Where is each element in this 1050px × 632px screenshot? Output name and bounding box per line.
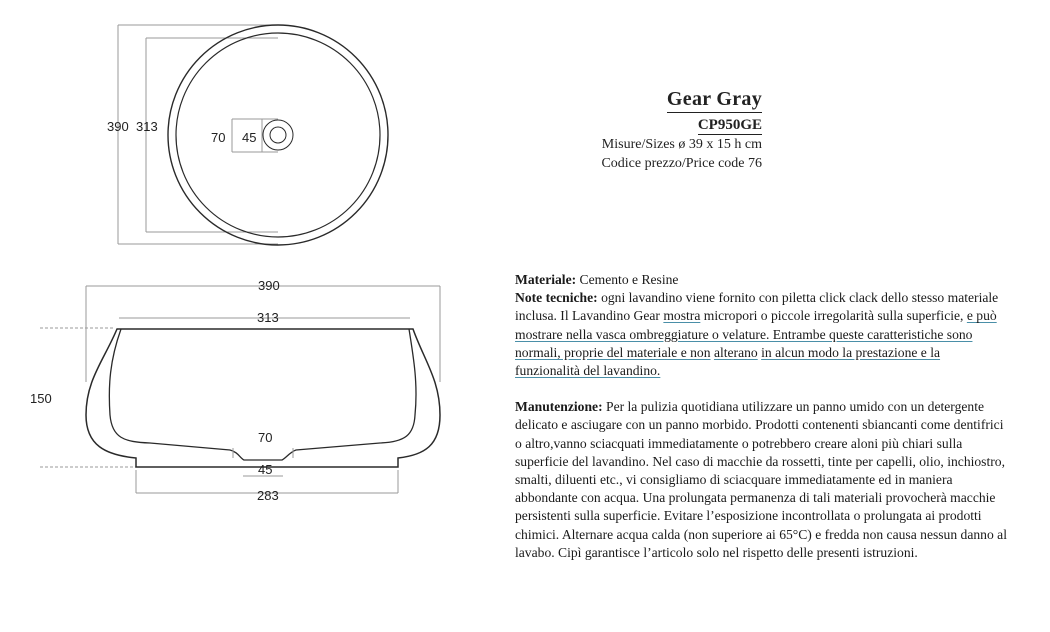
notes-underlined-4: in alcun modo la prestazione e la funzionalità del lavandino. [515, 344, 941, 379]
material-label: Materiale: [515, 272, 577, 287]
product-sizes: Misure/Sizes ø 39 x 15 h cm [601, 137, 762, 152]
inner-rim-circle [176, 33, 380, 237]
product-code: CP950GE [697, 117, 762, 133]
outer-rim-circle [168, 25, 388, 245]
product-header [601, 88, 762, 173]
dim-top-width: 390 [258, 278, 280, 293]
notes-underlined-3: alterano [713, 344, 758, 360]
product-name: Gear Gray [667, 88, 762, 113]
notes-underlined-1: mostra [663, 308, 701, 324]
dim-drain-recess: 70 [258, 430, 273, 445]
top-view [107, 25, 388, 245]
maintenance-text: Per la pulizia quotidiana utilizzare un panno umido con un detergente delicato e asciugare con un panno morbido. Prodotti contenenti sbiancanti come dentifrici o altro,vanno sciacquati immediatamente o potrebbero creare aloni più chiari sulla superficie del lavandino. Nel caso di macchie da rossetti, tinte per capelli, olio, inchiostro, smalti, diluenti etc., vi consigliamo di sciacquare immediatamente ed in maniera abbondante con acqua. Una prolungata permanenza di tali materiali provocherà macchie persistenti sulla superficie. Evitare l’esposizione incontrollata o prolungata ai prodotti chimici. Alternare acqua calda (non superiore ai 65°C) e fredda non causa nessun danno al lavabo. Cipì garantisce l’articolo solo nel rispetto delle presenti istruzioni. [515, 399, 1007, 560]
notes-label: Note tecniche: [515, 290, 598, 306]
material-value: Cemento e Resine [579, 272, 679, 287]
specifications [515, 271, 1007, 562]
drain-inner-circle [270, 127, 286, 143]
notes-text-1: ogni lavandino viene fornito con piletta click clack dello stesso materiale inclusa. Il Lavandino Gear [515, 290, 999, 324]
product-price-code: Codice prezzo/Price code 76 [601, 156, 762, 171]
dim-base-width: 283 [257, 488, 279, 503]
dim-drain: 45 [258, 462, 273, 477]
material-line [515, 271, 1007, 289]
notes-text-2: micropori o piccole irregolarità sulla superficie, [703, 308, 964, 324]
maintenance [515, 398, 1007, 562]
dim-drain-offset: 70 [211, 130, 226, 145]
basin-outer-profile [86, 329, 440, 467]
dim-outer-diameter: 390 [107, 119, 129, 134]
dim-inner-width: 313 [257, 310, 279, 325]
technical-notes [515, 289, 1007, 380]
side-view [30, 278, 440, 503]
dim-height: 150 [30, 391, 52, 406]
drain-outer-circle [263, 120, 293, 150]
dim-inner-diameter: 313 [136, 119, 158, 134]
maintenance-label: Manutenzione: [515, 399, 603, 415]
notes-underlined-2: e può mostrare nella vasca ombreggiature o velature. Entrambe queste caratteristiche sono normali, proprie del materiale e non [515, 308, 997, 360]
dim-drain-diameter: 45 [242, 130, 257, 145]
